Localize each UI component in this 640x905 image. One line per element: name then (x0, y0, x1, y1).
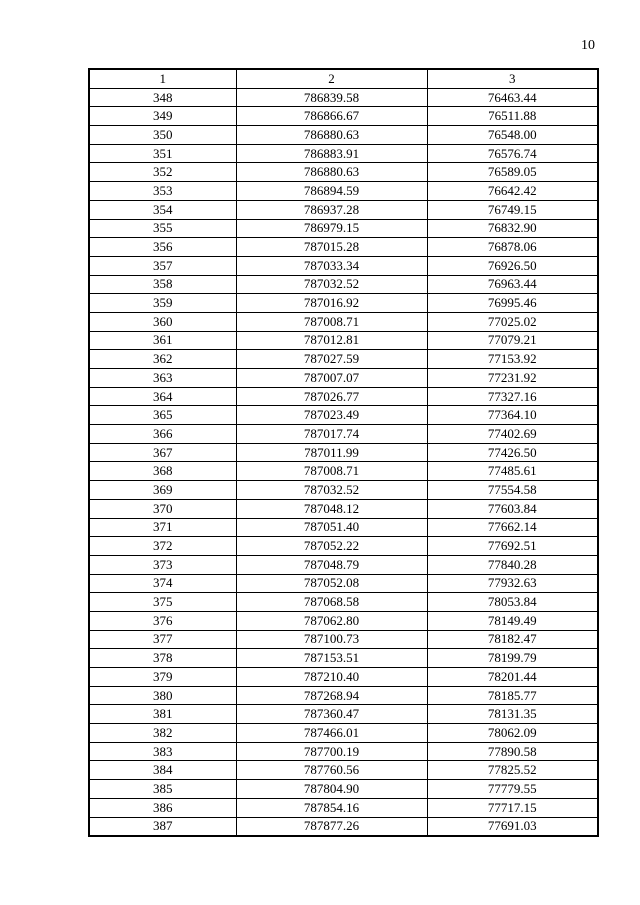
x-coordinate-cell: 787007.07 (236, 369, 427, 388)
x-coordinate-cell: 787804.90 (236, 780, 427, 799)
x-coordinate-cell: 787026.77 (236, 387, 427, 406)
x-coordinate-cell: 786880.63 (236, 163, 427, 182)
point-number-cell: 367 (89, 443, 236, 462)
point-number-cell: 350 (89, 126, 236, 145)
point-number-cell: 372 (89, 537, 236, 556)
y-coordinate-cell: 77153.92 (427, 350, 598, 369)
table-row (89, 219, 598, 238)
column-header-3: 3 (427, 69, 598, 88)
column-header-2: 2 (236, 69, 427, 88)
table-row (89, 107, 598, 126)
table-row (89, 350, 598, 369)
point-number-cell: 375 (89, 593, 236, 612)
table-row (89, 780, 598, 799)
y-coordinate-cell: 76878.06 (427, 238, 598, 257)
x-coordinate-cell: 786979.15 (236, 219, 427, 238)
table-row (89, 369, 598, 388)
y-coordinate-cell: 77426.50 (427, 443, 598, 462)
table-row (89, 537, 598, 556)
x-coordinate-cell: 787062.80 (236, 611, 427, 630)
point-number-cell: 349 (89, 107, 236, 126)
x-coordinate-cell: 786839.58 (236, 88, 427, 107)
y-coordinate-cell: 77890.58 (427, 742, 598, 761)
y-coordinate-cell: 78182.47 (427, 630, 598, 649)
x-coordinate-cell: 787052.08 (236, 574, 427, 593)
table-row (89, 256, 598, 275)
x-coordinate-cell: 787012.81 (236, 331, 427, 350)
table-row (89, 518, 598, 537)
y-coordinate-cell: 77717.15 (427, 798, 598, 817)
x-coordinate-cell: 786883.91 (236, 144, 427, 163)
y-coordinate-cell: 76749.15 (427, 200, 598, 219)
x-coordinate-cell: 787048.79 (236, 555, 427, 574)
point-number-cell: 378 (89, 649, 236, 668)
x-coordinate-cell: 787032.52 (236, 275, 427, 294)
table-row (89, 312, 598, 331)
point-number-cell: 357 (89, 256, 236, 275)
point-number-cell: 365 (89, 406, 236, 425)
y-coordinate-cell: 76642.42 (427, 182, 598, 201)
x-coordinate-cell: 787360.47 (236, 705, 427, 724)
y-coordinate-cell: 77779.55 (427, 780, 598, 799)
table-row (89, 798, 598, 817)
y-coordinate-cell: 77840.28 (427, 555, 598, 574)
y-coordinate-cell: 76463.44 (427, 88, 598, 107)
point-number-cell: 376 (89, 611, 236, 630)
point-number-cell: 363 (89, 369, 236, 388)
header-row (89, 69, 598, 88)
point-number-cell: 352 (89, 163, 236, 182)
y-coordinate-cell: 77079.21 (427, 331, 598, 350)
point-number-cell: 385 (89, 780, 236, 799)
x-coordinate-cell: 786937.28 (236, 200, 427, 219)
table-row (89, 88, 598, 107)
table-row (89, 406, 598, 425)
y-coordinate-cell: 76576.74 (427, 144, 598, 163)
y-coordinate-cell: 78149.49 (427, 611, 598, 630)
x-coordinate-cell: 787015.28 (236, 238, 427, 257)
x-coordinate-cell: 787052.22 (236, 537, 427, 556)
x-coordinate-cell: 787032.52 (236, 481, 427, 500)
y-coordinate-cell: 77364.10 (427, 406, 598, 425)
x-coordinate-cell: 787100.73 (236, 630, 427, 649)
point-number-cell: 361 (89, 331, 236, 350)
y-coordinate-cell: 77662.14 (427, 518, 598, 537)
y-coordinate-cell: 76926.50 (427, 256, 598, 275)
point-number-cell: 370 (89, 499, 236, 518)
y-coordinate-cell: 77691.03 (427, 817, 598, 836)
point-number-cell: 373 (89, 555, 236, 574)
point-number-cell: 359 (89, 294, 236, 313)
point-number-cell: 354 (89, 200, 236, 219)
table-row (89, 705, 598, 724)
y-coordinate-cell: 77603.84 (427, 499, 598, 518)
x-coordinate-cell: 787008.71 (236, 462, 427, 481)
point-number-cell: 384 (89, 761, 236, 780)
point-number-cell: 348 (89, 88, 236, 107)
table-row (89, 126, 598, 145)
table-row (89, 425, 598, 444)
y-coordinate-cell: 76511.88 (427, 107, 598, 126)
point-number-cell: 371 (89, 518, 236, 537)
table-row (89, 238, 598, 257)
point-number-cell: 382 (89, 724, 236, 743)
y-coordinate-cell: 78131.35 (427, 705, 598, 724)
table-row (89, 443, 598, 462)
point-number-cell: 386 (89, 798, 236, 817)
x-coordinate-cell: 786866.67 (236, 107, 427, 126)
y-coordinate-cell: 77932.63 (427, 574, 598, 593)
table-row (89, 331, 598, 350)
x-coordinate-cell: 787760.56 (236, 761, 427, 780)
table-row (89, 294, 598, 313)
page-number: 10 (581, 38, 595, 53)
point-number-cell: 358 (89, 275, 236, 294)
point-number-cell: 362 (89, 350, 236, 369)
table-row (89, 555, 598, 574)
coordinates-table (88, 68, 599, 837)
x-coordinate-cell: 787068.58 (236, 593, 427, 612)
table-row (89, 593, 598, 612)
y-coordinate-cell: 78201.44 (427, 668, 598, 687)
table-row (89, 144, 598, 163)
table-row (89, 686, 598, 705)
y-coordinate-cell: 77327.16 (427, 387, 598, 406)
point-number-cell: 381 (89, 705, 236, 724)
x-coordinate-cell: 787268.94 (236, 686, 427, 705)
y-coordinate-cell: 78185.77 (427, 686, 598, 705)
x-coordinate-cell: 787017.74 (236, 425, 427, 444)
x-coordinate-cell: 787153.51 (236, 649, 427, 668)
table-row (89, 182, 598, 201)
point-number-cell: 360 (89, 312, 236, 331)
x-coordinate-cell: 787466.01 (236, 724, 427, 743)
y-coordinate-cell: 76589.05 (427, 163, 598, 182)
point-number-cell: 379 (89, 668, 236, 687)
y-coordinate-cell: 76995.46 (427, 294, 598, 313)
y-coordinate-cell: 77402.69 (427, 425, 598, 444)
point-number-cell: 387 (89, 817, 236, 836)
y-coordinate-cell: 78199.79 (427, 649, 598, 668)
table-row (89, 761, 598, 780)
table-header (89, 69, 598, 88)
table-row (89, 481, 598, 500)
table-row (89, 387, 598, 406)
point-number-cell: 374 (89, 574, 236, 593)
y-coordinate-cell: 77554.58 (427, 481, 598, 500)
point-number-cell: 356 (89, 238, 236, 257)
point-number-cell: 353 (89, 182, 236, 201)
point-number-cell: 364 (89, 387, 236, 406)
table-row (89, 630, 598, 649)
point-number-cell: 383 (89, 742, 236, 761)
table-row (89, 817, 598, 836)
table-row (89, 668, 598, 687)
point-number-cell: 369 (89, 481, 236, 500)
y-coordinate-cell: 77485.61 (427, 462, 598, 481)
y-coordinate-cell: 76548.00 (427, 126, 598, 145)
table-row (89, 649, 598, 668)
point-number-cell: 380 (89, 686, 236, 705)
table-row (89, 462, 598, 481)
x-coordinate-cell: 787023.49 (236, 406, 427, 425)
x-coordinate-cell: 787027.59 (236, 350, 427, 369)
table-row (89, 574, 598, 593)
x-coordinate-cell: 787700.19 (236, 742, 427, 761)
point-number-cell: 377 (89, 630, 236, 649)
y-coordinate-cell: 76963.44 (427, 275, 598, 294)
table-row (89, 275, 598, 294)
x-coordinate-cell: 787854.16 (236, 798, 427, 817)
x-coordinate-cell: 787008.71 (236, 312, 427, 331)
table-body (89, 88, 598, 836)
x-coordinate-cell: 787016.92 (236, 294, 427, 313)
x-coordinate-cell: 787048.12 (236, 499, 427, 518)
y-coordinate-cell: 77025.02 (427, 312, 598, 331)
x-coordinate-cell: 787210.40 (236, 668, 427, 687)
y-coordinate-cell: 78062.09 (427, 724, 598, 743)
x-coordinate-cell: 786894.59 (236, 182, 427, 201)
column-header-1: 1 (89, 69, 236, 88)
x-coordinate-cell: 787051.40 (236, 518, 427, 537)
table-row (89, 724, 598, 743)
table-row (89, 611, 598, 630)
point-number-cell: 366 (89, 425, 236, 444)
point-number-cell: 351 (89, 144, 236, 163)
table-row (89, 742, 598, 761)
y-coordinate-cell: 77231.92 (427, 369, 598, 388)
y-coordinate-cell: 77825.52 (427, 761, 598, 780)
x-coordinate-cell: 787877.26 (236, 817, 427, 836)
x-coordinate-cell: 786880.63 (236, 126, 427, 145)
point-number-cell: 368 (89, 462, 236, 481)
table-row (89, 200, 598, 219)
x-coordinate-cell: 787033.34 (236, 256, 427, 275)
point-number-cell: 355 (89, 219, 236, 238)
y-coordinate-cell: 77692.51 (427, 537, 598, 556)
x-coordinate-cell: 787011.99 (236, 443, 427, 462)
table-row (89, 499, 598, 518)
y-coordinate-cell: 78053.84 (427, 593, 598, 612)
table-row (89, 163, 598, 182)
y-coordinate-cell: 76832.90 (427, 219, 598, 238)
